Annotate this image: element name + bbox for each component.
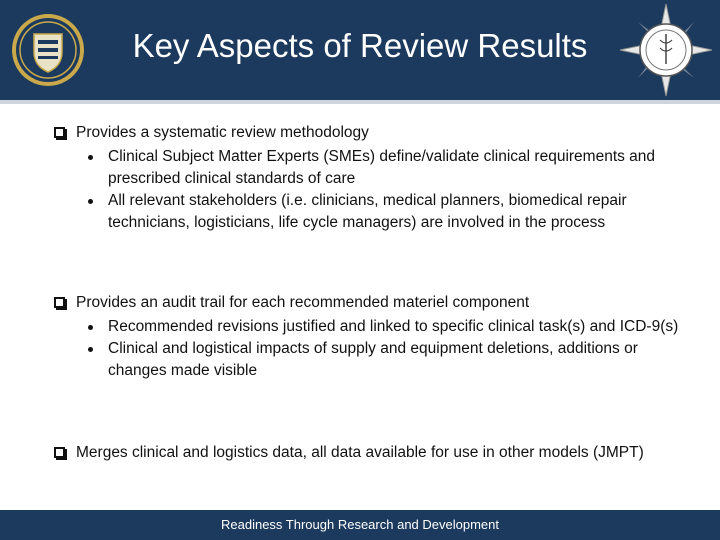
- slide-title: Key Aspects of Review Results: [132, 27, 588, 64]
- sub-item: Clinical Subject Matter Experts (SMEs) define/validate clinical requirements and prescribed clinical standards of care: [54, 146, 694, 190]
- checkbox-bullet-icon: [54, 297, 65, 308]
- sub-list: [54, 146, 694, 234]
- dot-bullet-icon: [88, 347, 93, 352]
- dot-bullet-icon: [88, 325, 93, 330]
- sub-list: [54, 316, 694, 382]
- point-text: Provides an audit trail for each recommended materiel component: [76, 294, 530, 311]
- checkbox-bullet-icon: [54, 447, 65, 458]
- point-2: [54, 292, 694, 382]
- checkbox-bullet-icon: [54, 127, 65, 138]
- compass-seal-icon: [618, 2, 714, 98]
- shield-seal-icon: [10, 12, 86, 88]
- sub-item: Recommended revisions justified and linked to specific clinical task(s) and ICD-9(s): [54, 316, 694, 338]
- dot-bullet-icon: [88, 155, 93, 160]
- footer-text: Readiness Through Research and Development: [221, 517, 499, 532]
- sub-item: Clinical and logistical impacts of supply and equipment deletions, additions or changes made visible: [54, 338, 694, 382]
- sub-item: All relevant stakeholders (i.e. clinicians, medical planners, biomedical repair technicians, logisticians, life cycle managers) are involved in the process: [54, 190, 694, 234]
- point-3: [54, 442, 694, 464]
- header-divider: [0, 100, 720, 104]
- dot-bullet-icon: [88, 199, 93, 204]
- point-text: Merges clinical and logistics data, all data available for use in other models (JMPT): [76, 444, 644, 461]
- point-text: Provides a systematic review methodology: [76, 124, 369, 141]
- point-1: [54, 122, 694, 234]
